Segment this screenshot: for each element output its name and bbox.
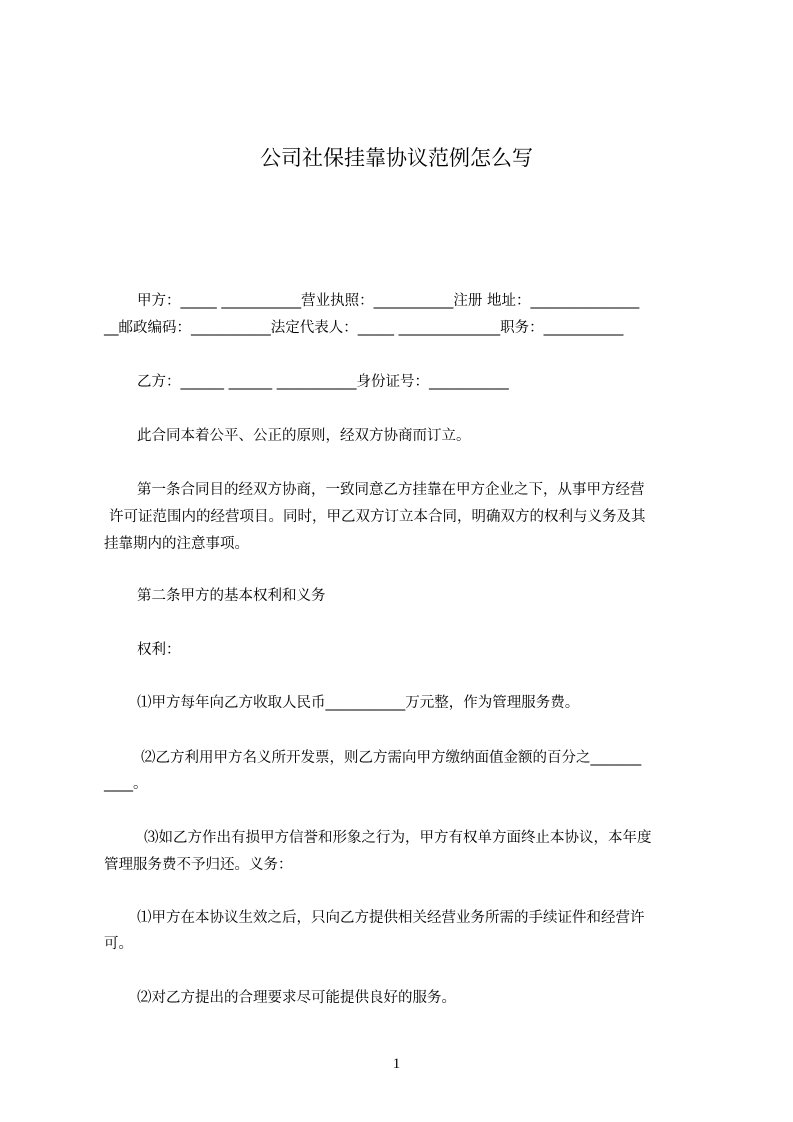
party-b-line: 乙方：______ ______ ___________身份证号：___________ — [137, 374, 509, 390]
page-number: 1 — [392, 1056, 401, 1072]
right-item-2-line-2: ____。 — [104, 776, 148, 792]
right-item-3-line-2: 管理服务费不予归还。义务： — [104, 857, 293, 873]
article-2-heading: 第二条甲方的基本权利和义务 — [137, 588, 326, 604]
article-1-line-1: 第一条合同目的经双方协商，一致同意乙方挂靠在甲方企业之下，从事甲方经营 — [137, 482, 645, 498]
rights-heading: 权利： — [137, 642, 181, 658]
right-item-2-line-1: ⑵乙方利用甲方名义所开发票，则乙方需向甲方缴纳面值金额的百分之_______ — [141, 750, 642, 766]
right-item-3-line-1: ⑶如乙方作出有损甲方信誉和形象之行为，甲方有权单方面终止本协议，本年度 — [144, 830, 652, 846]
party-a-line-continued: __邮政编码：___________法定代表人：_____ ______________职务：___________ — [104, 320, 624, 336]
duty-item-1-line-1: ⑴甲方在本协议生效之后，只向乙方提供相关经营业务所需的手续证件和经营许 — [137, 910, 645, 926]
article-1-line-2: 许可证范围内的经营项目。同时，甲乙双方订立本合同，明确双方的权利与义务及其 — [109, 509, 646, 525]
duty-item-1-line-2: 可。 — [104, 936, 133, 952]
preamble-paragraph: 此合同本着公平、公正的原则，经双方协商而订立。 — [137, 428, 471, 444]
document-title: 公司社保挂靠协议范例怎么写 — [260, 146, 533, 170]
duty-item-2: ⑵对乙方提出的合理要求尽可能提供良好的服务。 — [137, 990, 456, 1006]
right-item-1: ⑴甲方每年向乙方收取人民币___________万元整，作为管理服务费。 — [137, 695, 580, 711]
party-a-line: 甲方：_____ ___________营业执照：___________注册 地址：_______________ — [137, 293, 640, 309]
article-1-line-3: 挂靠期内的注意事项。 — [104, 536, 249, 552]
